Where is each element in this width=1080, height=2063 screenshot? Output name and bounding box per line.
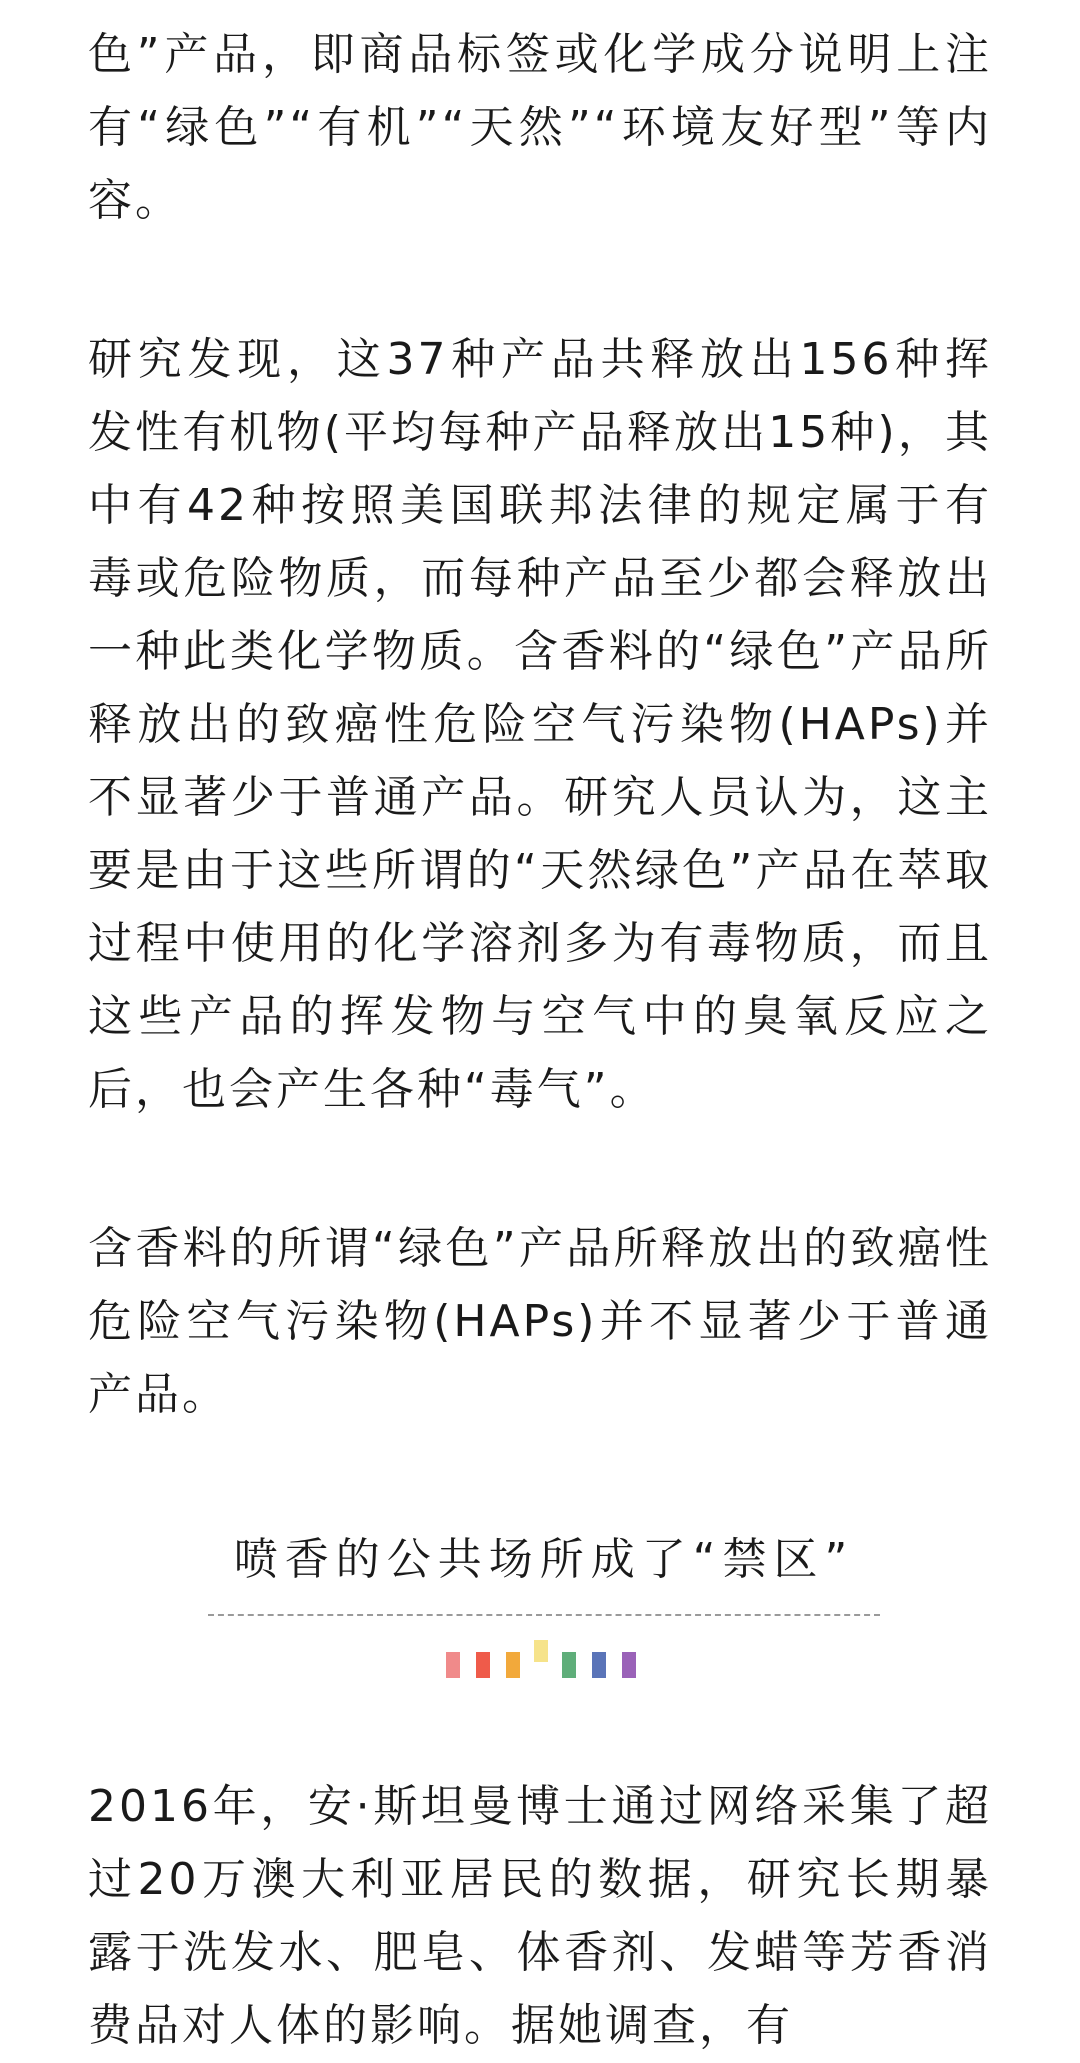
section-heading	[208, 1530, 880, 1616]
color-bar-7	[622, 1652, 636, 1678]
paragraph-3: 含香料的所谓“绿色”产品所释放出的致癌性危险空气污染物(HAPs)并不显著少于普通产品。	[88, 1223, 992, 1420]
color-bar-5	[562, 1652, 576, 1678]
color-bar-4	[534, 1640, 548, 1662]
section-title: 喷香的公共场所成了“禁区”	[233, 1534, 855, 1585]
color-bar-3	[506, 1652, 520, 1678]
color-bar-1	[446, 1652, 460, 1678]
dashed-divider	[208, 1614, 880, 1616]
color-bar-6	[592, 1652, 606, 1678]
article-body	[88, 18, 992, 1431]
paragraph-4: 2016年，安·斯坦曼博士通过网络采集了超过20万澳大利亚居民的数据，研究长期暴露于洗发水、肥皂、体香剂、发蜡等芳香消费品对人体的影响。据她调查，有	[88, 1781, 992, 2051]
paragraph-1: 色”产品，即商品标签或化学成分说明上注有“绿色”“有机”“天然”“环境友好型”等内容。	[88, 29, 992, 226]
color-bars-decoration	[446, 1640, 646, 1680]
paragraph-2: 研究发现，这37种产品共释放出156种挥发性有机物(平均每种产品释放出15种)，其中有42种按照美国联邦法律的规定属于有毒或危险物质，而每种产品至少都会释放出一种此类化学物质。含香料的“绿色”产品所释放出的致癌性危险空气污染物(HAPs)并不显著少于普通产品。研究人员认为，这主要是由于这些所谓的“天然绿色”产品在萃取过程中使用的化学溶剂多为有毒物质，而且这些产品的挥发物与空气中的臭氧反应之后，也会产生各种“毒气”。	[88, 334, 992, 1115]
color-bar-2	[476, 1652, 490, 1678]
